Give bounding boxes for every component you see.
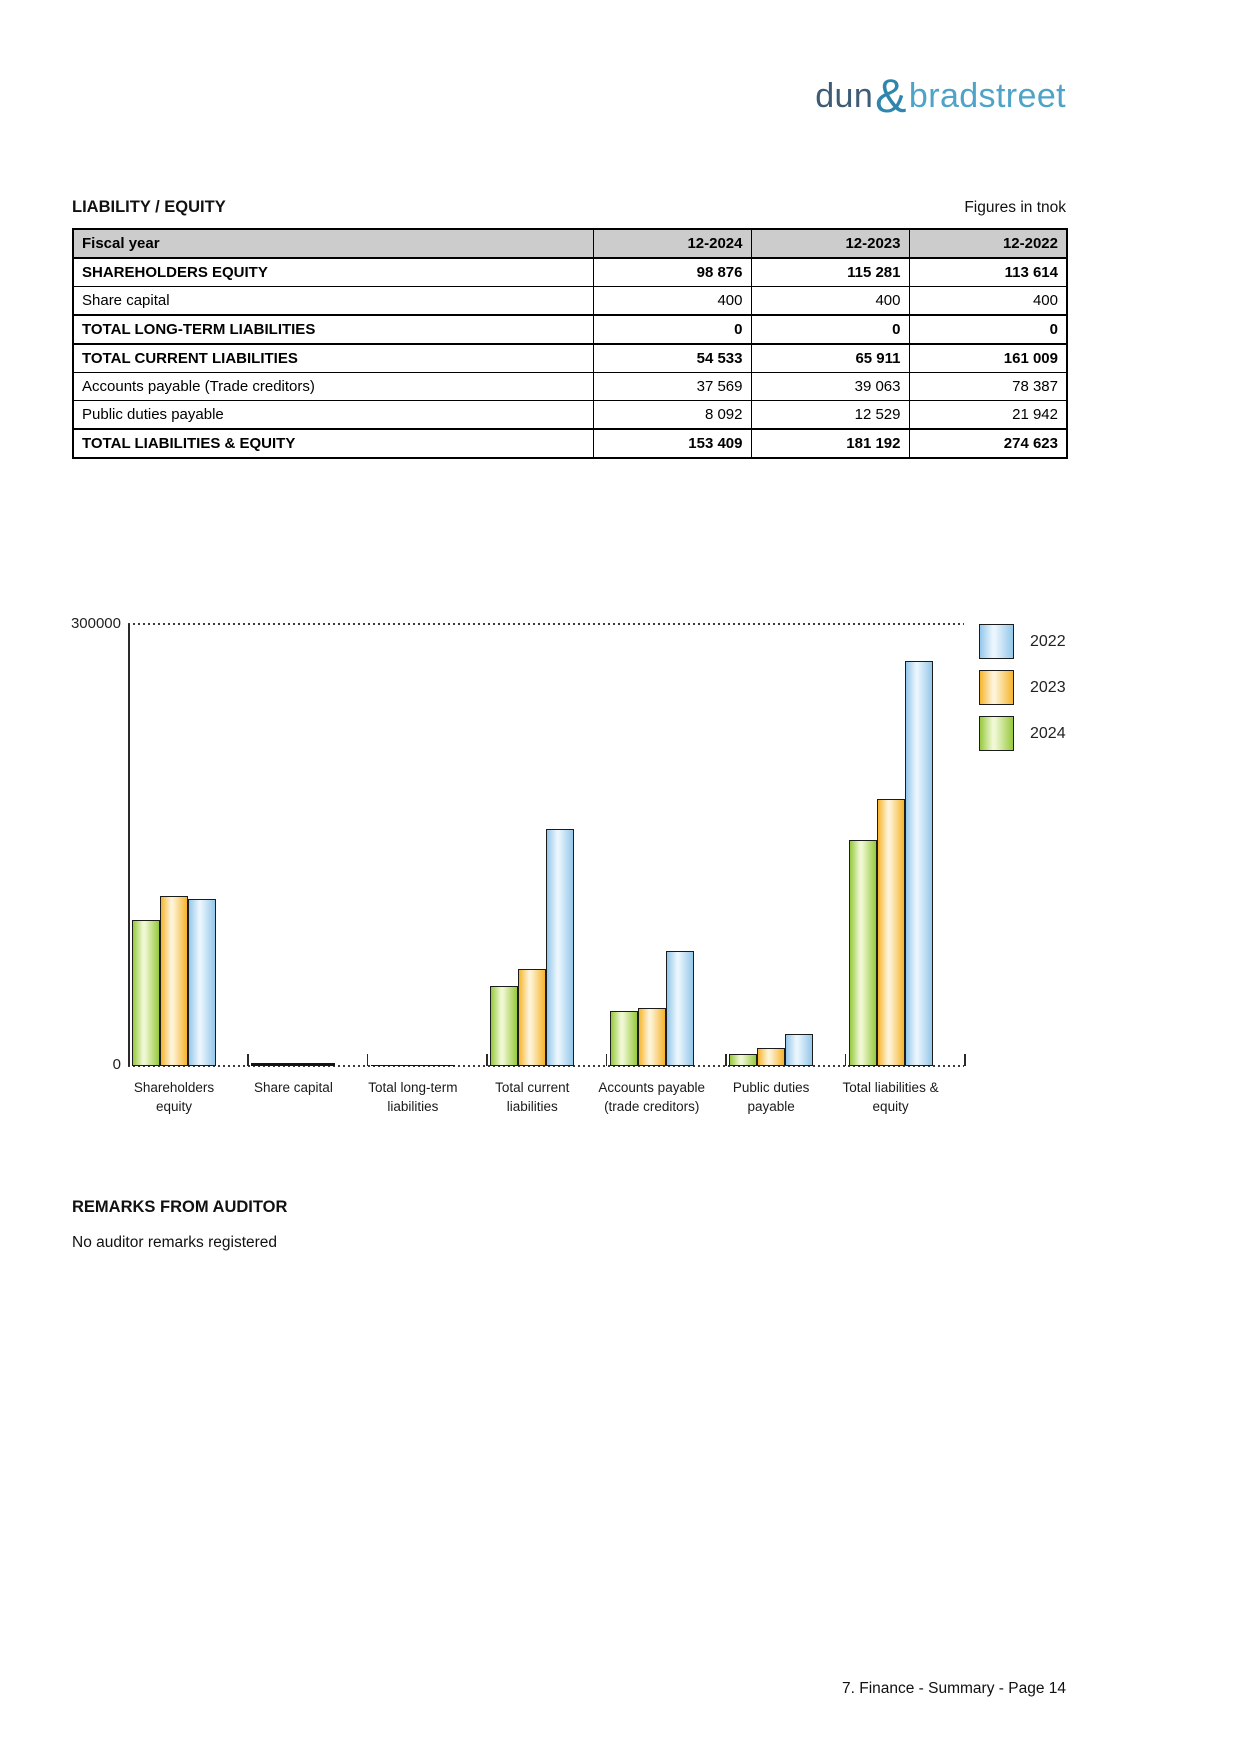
bar-2022 xyxy=(427,1065,455,1066)
value-cell: 274 623 xyxy=(909,429,1067,458)
row-label-cell: Public duties payable xyxy=(73,401,593,430)
value-cell: 115 281 xyxy=(751,258,909,287)
remarks-title: REMARKS FROM AUDITOR xyxy=(72,1198,288,1216)
page-footer: 7. Finance - Summary - Page 14 xyxy=(842,1680,1066,1697)
value-cell: 0 xyxy=(909,315,1067,344)
axis-tick xyxy=(606,1054,608,1066)
legend-label-2022: 2022 xyxy=(1030,633,1066,650)
bar-2022 xyxy=(546,829,574,1066)
value-cell: 0 xyxy=(751,315,909,344)
header-cell-year: 12-2024 xyxy=(593,229,751,258)
row-label-cell: Accounts payable (Trade creditors) xyxy=(73,373,593,401)
bar-2022 xyxy=(307,1063,335,1066)
bar-2022 xyxy=(666,951,694,1066)
bar-2022 xyxy=(785,1034,813,1066)
value-cell: 113 614 xyxy=(909,258,1067,287)
value-cell: 12 529 xyxy=(751,401,909,430)
bar-2024 xyxy=(132,920,160,1066)
axis-tick xyxy=(725,1054,727,1066)
axis-tick xyxy=(964,1054,966,1066)
bar-2024 xyxy=(610,1011,638,1066)
value-cell: 400 xyxy=(751,287,909,316)
value-cell: 54 533 xyxy=(593,344,751,373)
section-title: LIABILITY / EQUITY xyxy=(72,198,226,216)
x-axis-label: Total long-term liabilities xyxy=(368,1080,458,1114)
x-axis-label: Share capital xyxy=(254,1080,333,1095)
bar-2023 xyxy=(399,1065,427,1066)
value-cell: 8 092 xyxy=(593,401,751,430)
legend-swatch-2024 xyxy=(979,716,1014,751)
bar-2024 xyxy=(849,840,877,1066)
bar-2024 xyxy=(251,1063,279,1066)
bar-2024 xyxy=(371,1065,399,1066)
y-axis xyxy=(128,624,130,1066)
axis-tick xyxy=(367,1054,369,1066)
legend-swatch-2022 xyxy=(979,624,1014,659)
legend-swatch-2023 xyxy=(979,670,1014,705)
value-cell: 153 409 xyxy=(593,429,751,458)
logo-text-bradstreet: bradstreet xyxy=(908,77,1066,115)
logo-text-dun: dun xyxy=(815,77,874,115)
y-axis-tick-label-zero: 0 xyxy=(112,1056,121,1073)
row-label-cell: TOTAL LONG-TERM LIABILITIES xyxy=(73,315,593,344)
row-label-cell: TOTAL CURRENT LIABILITIES xyxy=(73,344,593,373)
bar-2023 xyxy=(518,969,546,1066)
header-cell-year: 12-2023 xyxy=(751,229,909,258)
bar-2024 xyxy=(729,1054,757,1066)
unit-note: Figures in tnok xyxy=(964,199,1066,216)
legend-label-2023: 2023 xyxy=(1030,679,1066,696)
x-axis-label: Total liabilities & equity xyxy=(842,1080,939,1114)
gridline-300000 xyxy=(128,623,964,625)
value-cell: 65 911 xyxy=(751,344,909,373)
y-axis-tick-label-top: 300000 xyxy=(70,615,121,632)
header-cell-year: 12-2022 xyxy=(909,229,1067,258)
value-cell: 161 009 xyxy=(909,344,1067,373)
value-cell: 78 387 xyxy=(909,373,1067,401)
bar-2023 xyxy=(160,896,188,1066)
bar-2023 xyxy=(877,799,905,1066)
row-label-cell: TOTAL LIABILITIES & EQUITY xyxy=(73,429,593,458)
remarks-body: No auditor remarks registered xyxy=(72,1234,278,1251)
row-label-cell: Share capital xyxy=(73,287,593,316)
bar-2023 xyxy=(638,1008,666,1066)
bar-2022 xyxy=(188,899,216,1066)
row-label-cell: SHAREHOLDERS EQUITY xyxy=(73,258,593,287)
bar-2023 xyxy=(279,1063,307,1066)
value-cell: 0 xyxy=(593,315,751,344)
x-axis-label: Shareholders equity xyxy=(133,1080,215,1114)
value-cell: 37 569 xyxy=(593,373,751,401)
x-axis-label: Total current liabilities xyxy=(495,1080,570,1114)
bar-2022 xyxy=(905,661,933,1066)
bar-2023 xyxy=(757,1048,785,1066)
x-axis-label: Public duties payable xyxy=(732,1080,810,1114)
value-cell: 21 942 xyxy=(909,401,1067,430)
x-axis-label: Accounts payable (trade creditors) xyxy=(598,1080,705,1114)
value-cell: 400 xyxy=(593,287,751,316)
value-cell: 98 876 xyxy=(593,258,751,287)
value-cell: 400 xyxy=(909,287,1067,316)
logo-ampersand-icon: & xyxy=(875,69,907,122)
axis-tick xyxy=(845,1054,847,1066)
header-cell-label: Fiscal year xyxy=(73,229,593,258)
value-cell: 39 063 xyxy=(751,373,909,401)
bar-2024 xyxy=(490,986,518,1066)
axis-tick xyxy=(247,1054,249,1066)
legend-label-2024: 2024 xyxy=(1030,725,1066,742)
value-cell: 181 192 xyxy=(751,429,909,458)
axis-tick xyxy=(486,1054,488,1066)
